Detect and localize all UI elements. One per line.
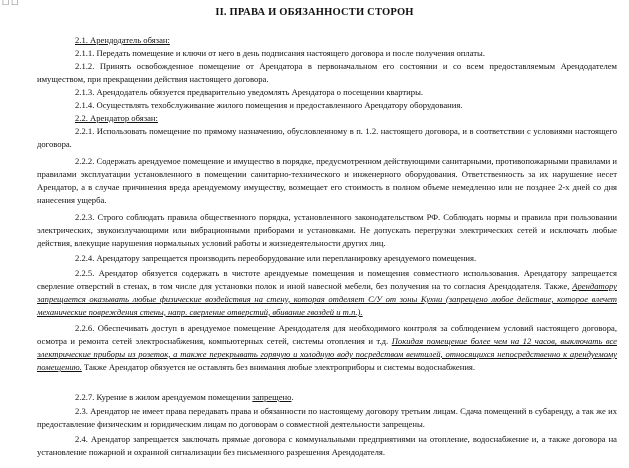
paragraph-2-2-2 [37,155,617,207]
paragraph-2-1-4 [37,99,617,112]
clause-2-2-2: 2.2.2. Содержать арендуемое помещение и имущество в порядке, предусмотренном действующими санитарными, противопожарными правилами и правилами эксплуатации установленного в помещении санитарно-технического и инженерного оборудования. Ответственность за их нарушение несет Арендатор, а в случае причинения вреда арендуемому имуществу, возмещает его стоимость в полном объеме немедленно или не позднее 2-х дней со дня нанесения ущерба. [37,156,617,205]
paragraph-2-2-4 [37,252,617,265]
paragraph-2-1-1 [37,47,617,60]
clause-2-2-heading: 2.2. Арендатор обязан: [75,113,158,123]
paragraph-2-2-6 [37,322,617,374]
clause-2-2-6: 2.2.6. Обеспечивать доступ в арендуемое помещение Арендодателя для необходимого контроля за соблюдением условий настоящего договора, осмотра и ремонта сетей электроснабжения, компьютерных сетей, системы отопления и т.д. [37,323,617,346]
clause-2-1-heading: 2.1. Арендодатель обязан: [75,35,170,45]
clause-2-2-5: 2.2.5. Арендатор обязуется содержать в чистоте арендуемые помещения и помещения совместного использования. Арендатору запрещается сверление отверстий в стенах, в том числе для установки полок и иной навесной мебели, без получения на то согласия Арендодателя. Также, [37,268,617,291]
paragraph-2-2-1 [37,125,617,151]
clause-2-2-5-emphasis: Арендатору запрещается оказывать любые физические воздействия на стену, которая отделяет С/У от зоны Кухни (запрещено любое действие, которое влечет механические повреждения стены, напр. сверление отверстий, вбивание гвоздей и т.п.). [37,280,617,317]
clause-2-2-7: 2.2.7. Курение в жилом арендуемом помещении [75,392,253,402]
clause-2-2-7-emphasis: запрещено [252,392,292,402]
clause-2-2-4: 2.2.4. Арендатору запрещается производить переоборудование или перепланировку арендуемого помещения. [75,253,477,263]
paragraph-2-2-7 [37,391,617,404]
paragraph-2-1 [37,34,617,47]
section-title: II. ПРАВА И ОБЯЗАННОСТИ СТОРОН [215,7,414,18]
clause-2-1-2: 2.1.2. Принять освобожденное помещение от Арендатора в первоначальном его состоянии и со всем предоставляемым Арендодателем имуществом, при прекращении действия настоящего договора. [37,61,617,84]
paragraph-2-2-3 [37,211,617,250]
paragraph-2-1-2 [37,60,617,86]
clause-2-3: 2.3. Арендатор не имеет права передавать права и обязанности по настоящему договору третьим лицам. Сдача помещений в субаренду, а так же их предоставление физическим и юридическим лицам по договорам о совместной деятельности запрещены. [37,406,617,429]
clause-2-2-1: 2.2.1. Использовать помещение по прямому назначению, обусловленному в п. 1.2. настоящего договора, и в соответствии с условиями настоящего договора. [37,126,617,149]
clause-2-1-3: 2.1.3. Арендодатель обязуется предварительно уведомлять Арендатора о посещении квартиры. [75,87,424,97]
paragraph-2-2 [37,112,617,125]
clause-2-1-1: 2.1.1. Передать помещение и ключи от него в день подписания настоящего договора и после получения оплаты. [75,48,485,58]
clause-2-1-4: 2.1.4. Осуществлять техобслуживание жилого помещения и предоставленного Арендатору оборудования. [75,100,463,110]
top-marker: ☐ ☐ [2,0,19,7]
paragraph-2-1-3 [37,86,617,99]
clause-2-4: 2.4. Арендатор запрещается заключать прямые договора с коммунальными предприятиями на отопление, водоснабжение и, а также договора на установление пожарной и охранной сигнализации без письменного разрешения Арендодателя. [37,434,617,457]
paragraph-2-3 [37,405,617,431]
clause-2-2-6-tail: Также Арендатор обязуется не оставлять без внимания любые электроприборы и системы водоснабжения. [81,361,476,372]
clause-2-2-3: 2.2.3. Строго соблюдать правила общественного порядка, установленного законодательством РФ. Соблюдать нормы и правила при пользовании электрических, звукоизлучающими или вибрационными приборами и установками. Не допускать перегрузки электрических сетей и исключать любые действия, влекущие нарушения нормальных условий работы и жизнедеятельности других лиц. [37,212,617,248]
clause-2-2-7-tail: . [291,392,294,402]
paragraph-2-4 [37,433,617,459]
clause-2-2-6-emphasis: Покидая помещение более чем на 12 часов, выключать все электрические приборы из розеток, а также перекрывать горячую и холодную воду посредством вентилей, относящихся непосредственно к арендуемому помещению. [37,335,618,372]
paragraph-2-2-5 [37,267,617,319]
